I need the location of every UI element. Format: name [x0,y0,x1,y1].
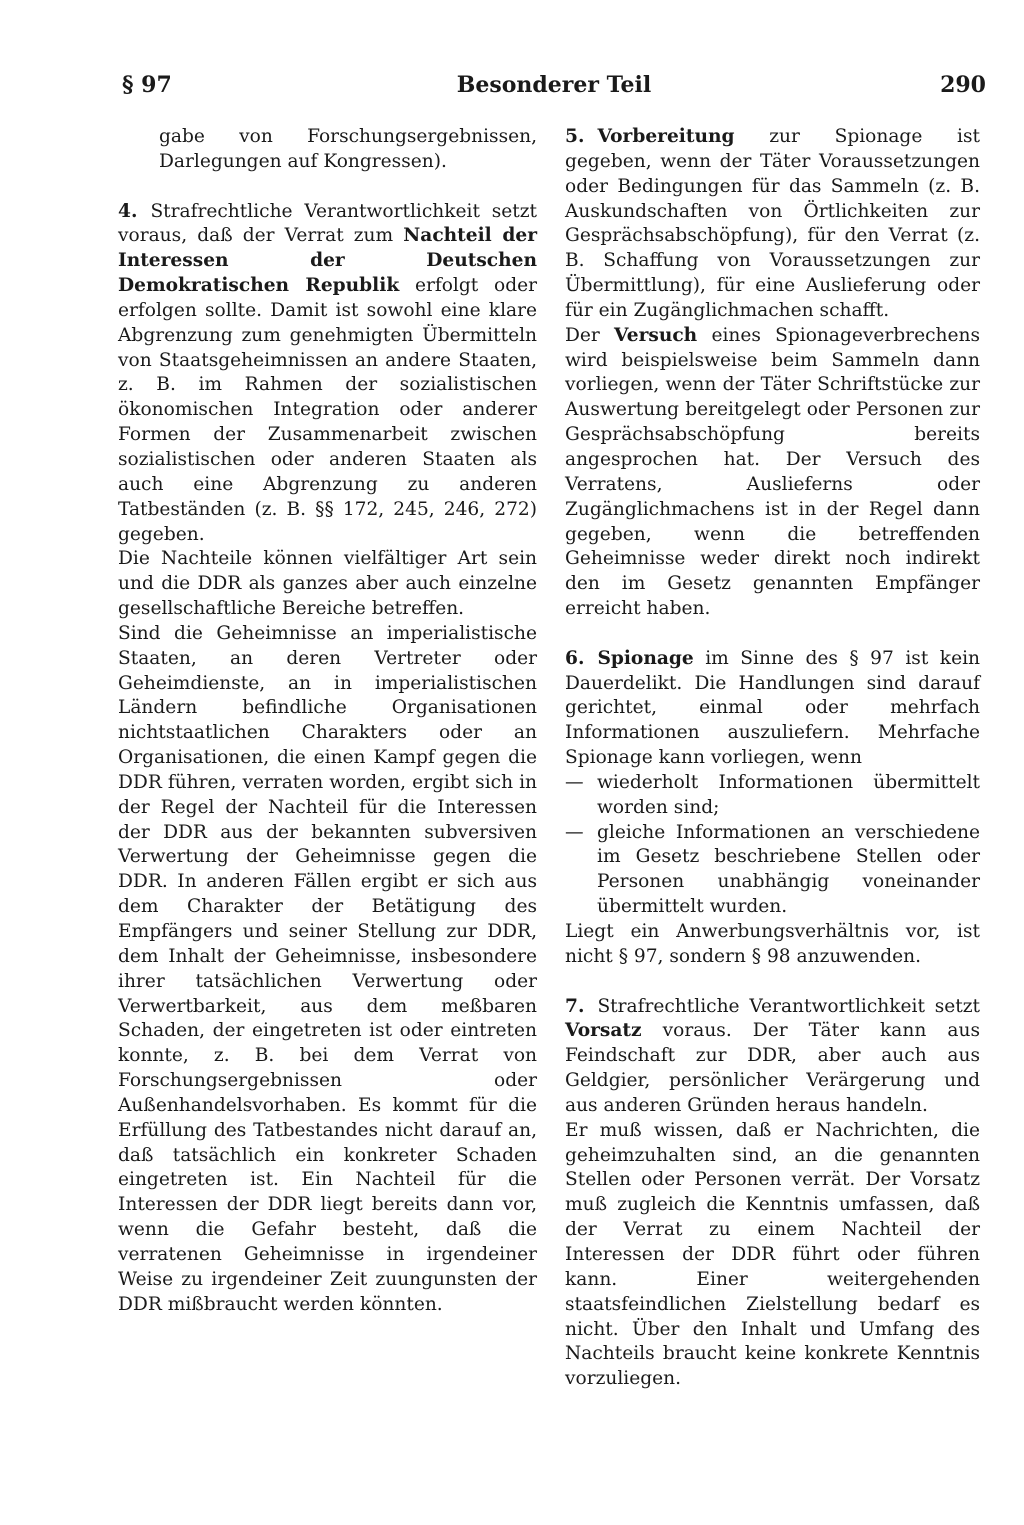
right-column [565,125,980,1392]
paragraph-5: 5. Vorbereitung zur Spionage ist gegeben, wenn der Täter Voraussetzungen oder Bedingungen für das Sammeln (z. B. Auskundschaften von Örtlichkeiten zur Gesprächsabschöpfung), für den Verrat (z. B. Schaffung von Voraussetzungen zur Übermittlung), für eine Auslieferung oder für ein Zugänglichmachen schafft. [565,126,980,321]
paragraph-number: 6. [565,647,585,669]
bold-term: Vorbereitung [597,126,735,147]
section-number: § 97 [122,72,172,98]
paragraph-6: 6. Spionage im Sinne des § 97 ist kein Dauerdelikt. Die Handlungen sind darauf gerichtet, einmal oder mehrfach Informationen auszuliefern. Mehrfache Spionage kann vorliegen, wenn [565,647,980,769]
paragraph-7-wissen: Er muß wissen, daß er Nachrichten, die geheimzuhalten sind, an die genannten Stellen oder Personen verrät. Der Vorsatz muß zugleich die Kenntnis umfassen, daß der Verrat zu einem Nachteil der Interessen der DDR führt oder führen kann. Einer weitergehenden staatsfeindlichen Zielstellung bedarf es nicht. Über den Inhalt und Umfang des Nachteils braucht keine konkrete Kenntnis vorzuliegen. [565,1119,980,1390]
bold-term: Nachteil der Interessen der Deutschen Demokratischen Republik [118,225,538,297]
bold-term: Spionage [597,647,694,669]
paragraph-4-nachteile: Die Nachteile können vielfältiger Art sein und die DDR als ganzes aber auch einzelne gesellschaftliche Bereiche betreffen. [118,548,537,620]
dash-list-item: — wiederholt Informationen übermittelt worden sind; [565,771,980,818]
paragraph-number: 7. [565,995,585,1017]
paragraph-number: 4. [118,200,138,222]
bold-term: Vorsatz [565,1020,642,1042]
paragraph-4: 4. Strafrechtliche Verantwortlichkeit setzt voraus, daß der Verrat zum Nachteil der Interessen der Deutschen Demokratischen Republik erfolgt oder erfolgen sollte. Damit ist sowohl eine klare Abgrenzung zum genehmigten Übermitteln von Staatsgeheimnissen an andere Staaten, z. B. im Rahmen der sozialistischen ökonomischen Integration oder anderer Formen der Zusammenarbeit zwischen sozialistischen oder anderen Staaten als auch eine Abgrenzung zu anderen Tatbeständen (z. B. §§ 172, 245, 246, 272) gegeben. [118,200,538,545]
bold-term: Versuch [614,324,698,346]
paragraph-continuation: gabe von Forschungsergebnissen, Darlegungen auf Kongressen). [159,126,537,172]
dash-list-item: — gleiche Informationen an verschiedene im Gesetz beschriebene Stellen oder Personen unabhängig voneinander übermittelt wurden. [565,821,980,918]
running-header [122,74,986,108]
paragraph-5-versuch: Der Versuch eines Spionageverbrechens wird beispielsweise beim Sammeln dann vorliegen, wenn der Täter Schriftstücke zur Auswertung bereitgelegt oder Personen zur Gesprächsabschöpfung bereits angesprochen hat. Der Versuch des Verratens, Auslieferns oder Zugänglichmachens ist in der Regel dann gegeben, wenn die betreffenden Geheimnisse weder direkt noch indirekt den im Gesetz genannten Empfänger erreicht haben. [565,324,980,620]
paragraph-4-geheimnisse: Sind die Geheimnisse an imperialistische Staaten, an deren Vertreter oder Geheimdienste, an in imperialistischen Ländern befindliche Organisationen nichtstaatlichen Charakters oder an Organisationen, die einen Kampf gegen die DDR führen, verraten worden, ergibt sich in der Regel der Nachteil für die Interessen der DDR aus der bekannten subversiven Verwertung der Geheimnisse gegen die DDR. In anderen Fällen ergibt er sich aus dem Charakter der Betätigung des Empfängers und seiner Stellung zur DDR, dem Inhalt der Geheimnisse, insbesondere ihrer tatsächlichen Verwertung oder Verwertbarkeit, aus dem meßbaren Schaden, der eingetreten ist oder eintreten konnte, z. B. bei dem Verrat von Forschungsergebnissen oder Außenhandelsvorhaben. Es kommt für die Erfüllung des Tatbestandes nicht darauf an, daß tatsächlich ein konkreter Schaden eingetreten ist. Ein Nachteil für die Interessen der DDR liegt bereits dann vor, wenn die Gefahr besteht, daß die verratenen Geheimnisse in irgendeiner Weise zu irgendeiner Zeit zuungunsten der DDR mißbraucht werden könnten. [118,622,537,1315]
part-title: Besonderer Teil [456,72,652,98]
dash-marker: — [565,821,584,843]
paragraph-7: 7. Strafrechtliche Verantwortlichkeit setzt Vorsatz voraus. Der Täter kann aus Feindschaft zur DDR, aber auch aus Geldgier, persönlicher Verärgerung und aus anderen Gründen heraus handeln. [565,995,980,1116]
paragraph-number: 5. [565,126,585,147]
left-column [118,125,537,1318]
paragraph-6-anwerbung: Liegt ein Anwerbungsverhältnis vor, ist nicht § 97, sondern § 98 anzuwenden. [565,921,980,967]
page-number: 290 [940,72,986,98]
dash-marker: — [565,771,584,793]
